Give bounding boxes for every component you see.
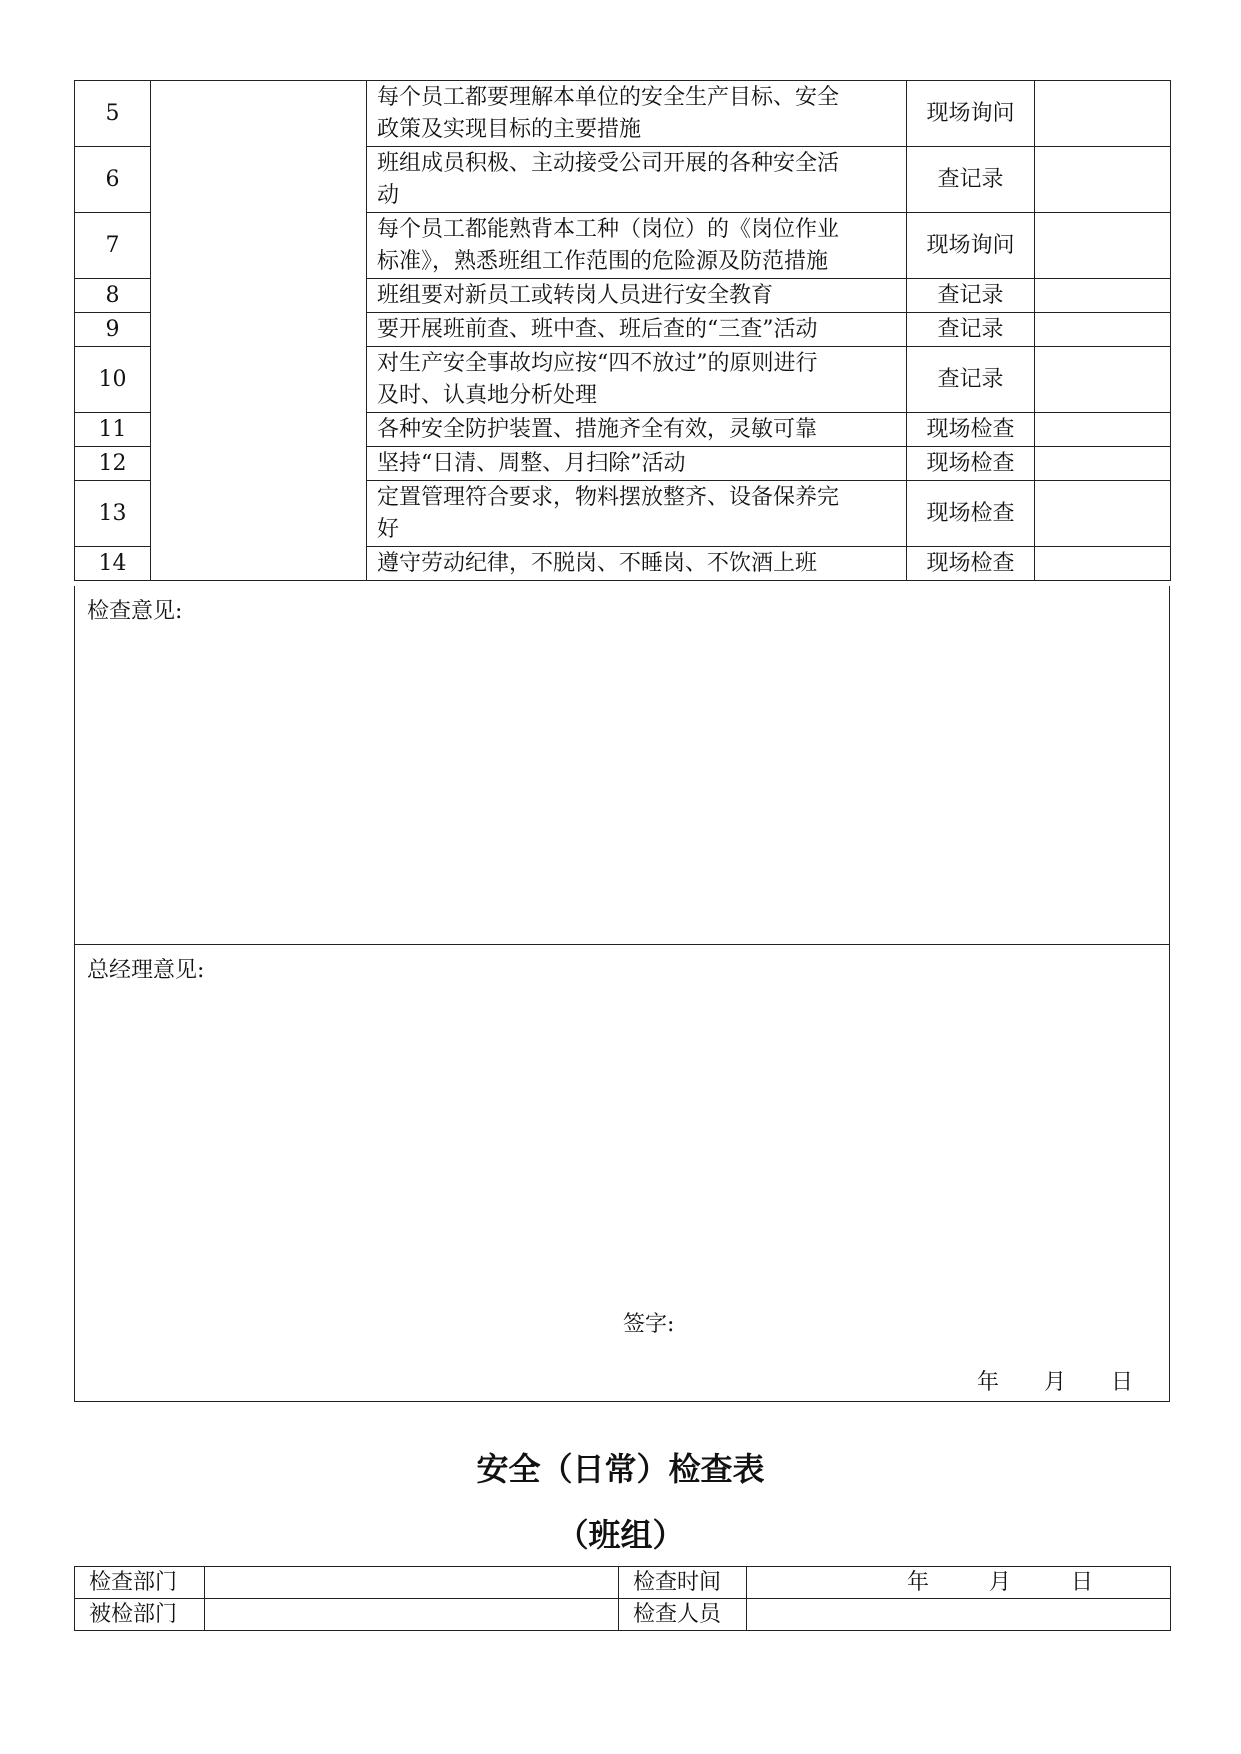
date-year-label: 年 bbox=[976, 1370, 999, 1395]
dept-label: 检查部门 bbox=[75, 1567, 205, 1599]
result-cell[interactable] bbox=[1035, 547, 1171, 581]
item-number: 9 bbox=[75, 313, 151, 347]
result-cell[interactable] bbox=[1035, 313, 1171, 347]
table-row bbox=[75, 81, 1171, 147]
item-number: 13 bbox=[75, 481, 151, 547]
inspection-opinion-label: 检查意见: bbox=[87, 599, 183, 624]
item-content: 要开展班前查、班中查、班后查的“三查”活动 bbox=[367, 313, 907, 347]
date-day-label: 日 bbox=[1071, 1570, 1094, 1595]
item-content: 每个员工都要理解本单位的安全生产目标、安全 政策及实现目标的主要措施 bbox=[367, 81, 907, 147]
item-number: 10 bbox=[75, 347, 151, 413]
item-number: 5 bbox=[75, 81, 151, 147]
result-cell[interactable] bbox=[1035, 147, 1171, 213]
item-content: 各种安全防护装置、措施齐全有效，灵敏可靠 bbox=[367, 413, 907, 447]
item-number: 8 bbox=[75, 279, 151, 313]
date-month-label: 月 bbox=[1043, 1370, 1066, 1395]
result-cell[interactable] bbox=[1035, 413, 1171, 447]
check-method: 查记录 bbox=[907, 279, 1035, 313]
category-cell bbox=[151, 81, 367, 581]
item-content: 坚持“日清、周整、月扫除”活动 bbox=[367, 447, 907, 481]
form-title: 安全（日常）检查表 bbox=[476, 1450, 765, 1488]
item-number: 12 bbox=[75, 447, 151, 481]
result-cell[interactable] bbox=[1035, 213, 1171, 279]
item-content: 每个员工都能熟背本工种（岗位）的《岗位作业 标准》，熟悉班组工作范围的危险源及防范措施 bbox=[367, 213, 907, 279]
item-number: 11 bbox=[75, 413, 151, 447]
check-method: 现场检查 bbox=[907, 413, 1035, 447]
result-cell[interactable] bbox=[1035, 347, 1171, 413]
dept-field[interactable] bbox=[205, 1567, 619, 1599]
check-method: 查记录 bbox=[907, 313, 1035, 347]
check-method: 现场询问 bbox=[907, 213, 1035, 279]
time-date bbox=[747, 1567, 1170, 1598]
result-cell[interactable] bbox=[1035, 279, 1171, 313]
date-year-label: 年 bbox=[907, 1570, 930, 1595]
gm-opinion-label: 总经理意见: bbox=[87, 958, 205, 983]
checklist-table bbox=[74, 80, 1171, 581]
form-subtitle: （班组） bbox=[556, 1516, 685, 1554]
item-number: 14 bbox=[75, 547, 151, 581]
check-method: 现场检查 bbox=[907, 547, 1035, 581]
inspector-label: 检查人员 bbox=[619, 1599, 747, 1631]
inspected-dept-label: 被检部门 bbox=[75, 1599, 205, 1631]
inspection-opinion-box[interactable] bbox=[74, 586, 1170, 945]
result-cell[interactable] bbox=[1035, 481, 1171, 547]
signature-label: 签字: bbox=[623, 1312, 675, 1337]
time-label: 检查时间 bbox=[619, 1567, 747, 1599]
item-content: 班组成员积极、主动接受公司开展的各种安全活 动 bbox=[367, 147, 907, 213]
item-content: 对生产安全事故均应按“四不放过”的原则进行 及时、认真地分析处理 bbox=[367, 347, 907, 413]
gm-date bbox=[932, 1365, 1133, 1396]
table-row bbox=[75, 1599, 1171, 1631]
date-month-label: 月 bbox=[989, 1570, 1012, 1595]
date-day-label: 日 bbox=[1110, 1370, 1133, 1395]
check-method: 现场检查 bbox=[907, 447, 1035, 481]
check-method: 查记录 bbox=[907, 147, 1035, 213]
result-cell[interactable] bbox=[1035, 447, 1171, 481]
inspector-field[interactable] bbox=[747, 1599, 1171, 1631]
item-content: 定置管理符合要求，物料摆放整齐、设备保养完 好 bbox=[367, 481, 907, 547]
time-field[interactable] bbox=[747, 1567, 1171, 1599]
item-content: 班组要对新员工或转岗人员进行安全教育 bbox=[367, 279, 907, 313]
gm-opinion-box[interactable] bbox=[74, 944, 1170, 1402]
table-row bbox=[75, 1567, 1171, 1599]
check-method: 现场检查 bbox=[907, 481, 1035, 547]
form-header-table bbox=[74, 1566, 1171, 1631]
result-cell[interactable] bbox=[1035, 81, 1171, 147]
check-method: 查记录 bbox=[907, 347, 1035, 413]
item-content: 遵守劳动纪律，不脱岗、不睡岗、不饮酒上班 bbox=[367, 547, 907, 581]
inspected-dept-field[interactable] bbox=[205, 1599, 619, 1631]
item-number: 7 bbox=[75, 213, 151, 279]
item-number: 6 bbox=[75, 147, 151, 213]
check-method: 现场询问 bbox=[907, 81, 1035, 147]
